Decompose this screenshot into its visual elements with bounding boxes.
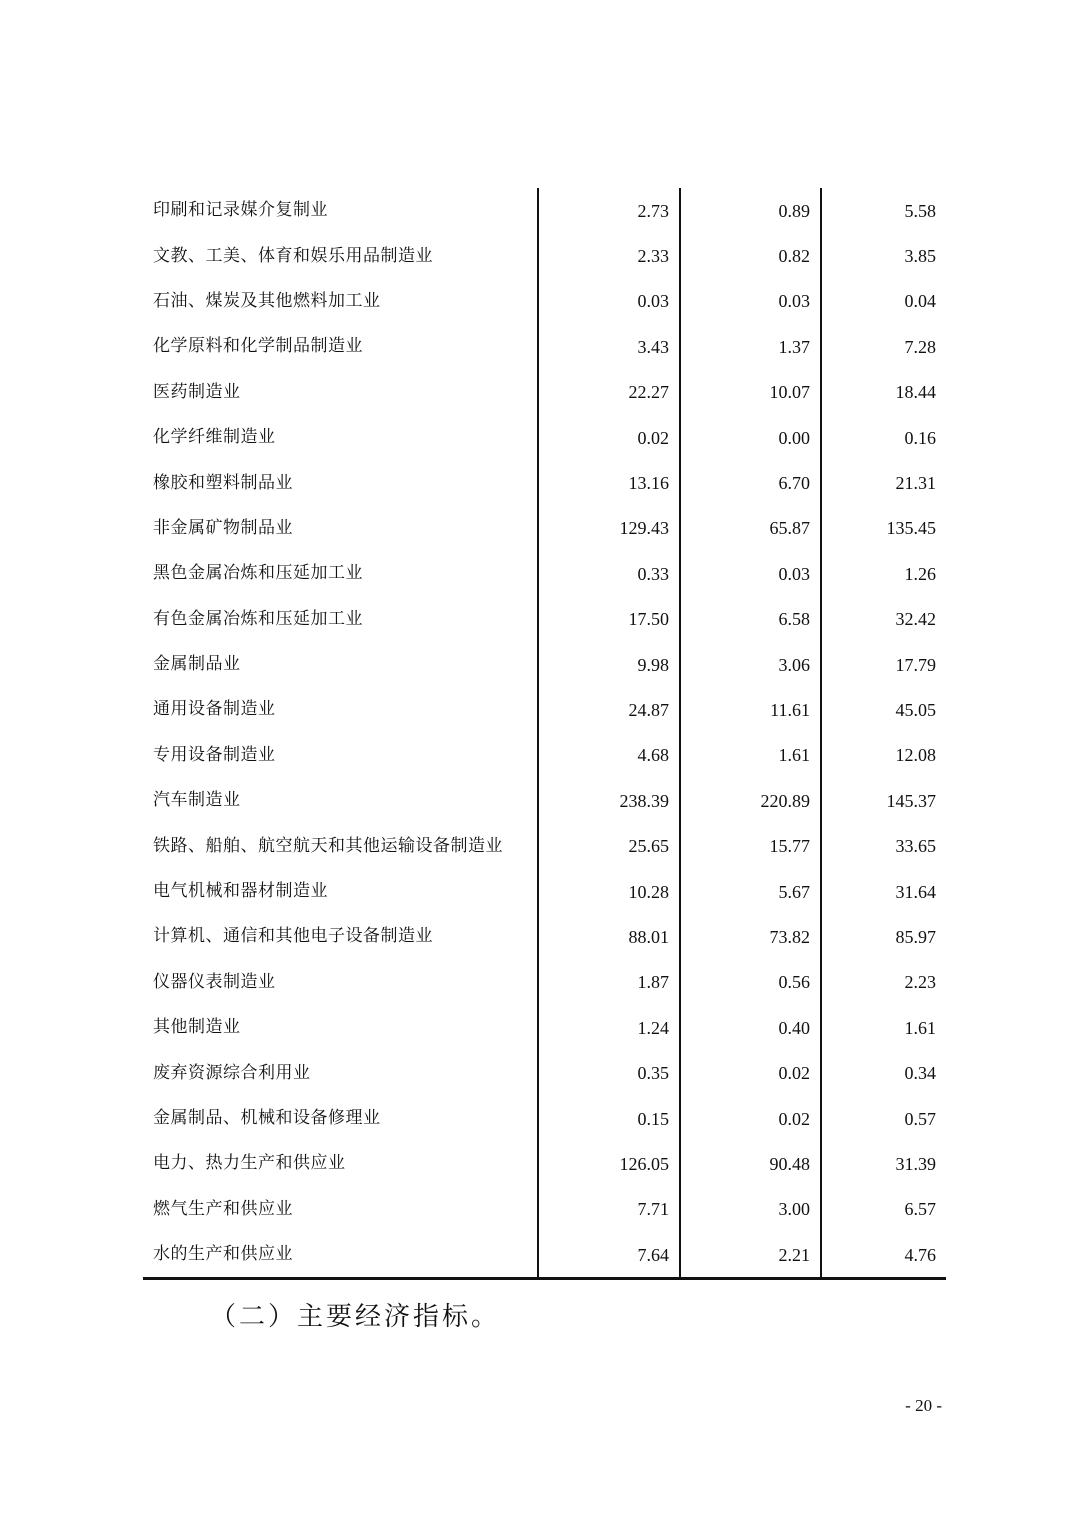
industry-name-cell: 专用设备制造业: [153, 744, 276, 765]
table-row: [143, 642, 946, 687]
table-row: [143, 1005, 946, 1050]
value-col1-cell: 0.33: [538, 551, 680, 596]
value-col3-cell: 45.05: [821, 687, 946, 732]
value-col1-cell: 24.87: [538, 687, 680, 732]
value-col1-cell: 10.28: [538, 869, 680, 914]
table-row: [143, 233, 946, 278]
value-col3-cell: 17.79: [821, 642, 946, 687]
value-col3-cell: 1.26: [821, 551, 946, 596]
value-col1-cell: 1.24: [538, 1005, 680, 1050]
value-col2-cell: 15.77: [680, 823, 821, 868]
table-row: [143, 1187, 946, 1232]
value-col1-cell: 7.71: [538, 1187, 680, 1232]
table-row: [143, 914, 946, 959]
value-col2-cell: 1.37: [680, 324, 821, 369]
value-col1-cell: 9.98: [538, 642, 680, 687]
value-col1-cell: 17.50: [538, 597, 680, 642]
value-col3-cell: 0.34: [821, 1050, 946, 1095]
table-row: [143, 415, 946, 460]
table-row: [143, 687, 946, 732]
industry-name-cell: 医药制造业: [153, 381, 241, 402]
value-col2-cell: 0.40: [680, 1005, 821, 1050]
value-col3-cell: 0.04: [821, 279, 946, 324]
value-col1-cell: 22.27: [538, 370, 680, 415]
value-col2-cell: 10.07: [680, 370, 821, 415]
value-col2-cell: 0.02: [680, 1050, 821, 1095]
table-row: [143, 869, 946, 914]
value-col3-cell: 6.57: [821, 1187, 946, 1232]
value-col1-cell: 0.35: [538, 1050, 680, 1095]
industry-name-cell: 石油、煤炭及其他燃料加工业: [153, 290, 381, 311]
value-col2-cell: 6.70: [680, 460, 821, 505]
value-col1-cell: 2.73: [538, 188, 680, 233]
industry-name-cell: 印刷和记录媒介复制业: [153, 200, 328, 221]
value-col2-cell: 5.67: [680, 869, 821, 914]
table-row: [143, 778, 946, 823]
value-col2-cell: 0.03: [680, 279, 821, 324]
table-row: [143, 960, 946, 1005]
value-col2-cell: 0.00: [680, 415, 821, 460]
value-col3-cell: 3.85: [821, 233, 946, 278]
table-row: [143, 1096, 946, 1141]
value-col1-cell: 238.39: [538, 778, 680, 823]
table-row: [143, 324, 946, 369]
industry-name-cell: 水的生产和供应业: [143, 1232, 538, 1279]
value-col3-cell: 33.65: [821, 823, 946, 868]
value-col2-cell: 6.58: [680, 597, 821, 642]
table-row: [143, 1232, 946, 1279]
value-col2-cell: 0.03: [680, 551, 821, 596]
value-col2-cell: 0.02: [680, 1096, 821, 1141]
table-row: [143, 279, 946, 324]
table-row: [143, 1050, 946, 1095]
industry-name-cell: 有色金属冶炼和压延加工业: [153, 608, 363, 629]
value-col2-cell: 1.61: [680, 733, 821, 778]
table-row: [143, 506, 946, 551]
industry-name-cell: 铁路、船舶、航空航天和其他运输设备制造业: [153, 835, 503, 856]
section-heading: （二）主要经济指标。: [210, 1302, 501, 1332]
value-col2-cell: 2.21: [680, 1232, 821, 1279]
table-body: [143, 188, 946, 1279]
table-row: [143, 823, 946, 868]
industry-name-cell: 仪器仪表制造业: [153, 971, 276, 992]
value-col2-cell: 0.89: [680, 188, 821, 233]
value-col1-cell: 88.01: [538, 914, 680, 959]
value-col3-cell: 85.97: [821, 914, 946, 959]
table-row: [143, 597, 946, 642]
value-col2-cell: 11.61: [680, 687, 821, 732]
industry-name-cell: 废弃资源综合利用业: [153, 1062, 311, 1083]
industry-name-cell: 非金属矿物制品业: [153, 517, 293, 538]
industry-name-cell: 化学纤维制造业: [153, 427, 276, 448]
value-col2-cell: 73.82: [680, 914, 821, 959]
value-col3-cell: 32.42: [821, 597, 946, 642]
industry-name-cell: 计算机、通信和其他电子设备制造业: [153, 926, 433, 947]
table-row: [143, 370, 946, 415]
value-col3-cell: 12.08: [821, 733, 946, 778]
industry-name-cell: 黑色金属冶炼和压延加工业: [153, 563, 363, 584]
page-number: - 20 -: [905, 1396, 942, 1415]
value-col1-cell: 0.03: [538, 279, 680, 324]
industry-data-table: [143, 188, 946, 1280]
table-row: [143, 188, 946, 233]
value-col1-cell: 13.16: [538, 460, 680, 505]
value-col1-cell: 129.43: [538, 506, 680, 551]
value-col1-cell: 3.43: [538, 324, 680, 369]
industry-name-cell: 汽车制造业: [153, 790, 241, 811]
value-col3-cell: 145.37: [821, 778, 946, 823]
value-col2-cell: 3.06: [680, 642, 821, 687]
industry-name-cell: 金属制品、机械和设备修理业: [153, 1108, 381, 1128]
industry-name-cell: 通用设备制造业: [153, 699, 276, 720]
industry-name-cell: 其他制造业: [153, 1017, 241, 1038]
value-col3-cell: 7.28: [821, 324, 946, 369]
value-col1-cell: 0.15: [538, 1096, 680, 1141]
value-col3-cell: 0.57: [821, 1096, 946, 1141]
value-col1-cell: 25.65: [538, 823, 680, 868]
value-col1-cell: 4.68: [538, 733, 680, 778]
value-col1-cell: 1.87: [538, 960, 680, 1005]
value-col3-cell: 5.58: [821, 188, 946, 233]
industry-name-cell: 燃气生产和供应业: [153, 1198, 293, 1219]
table-row: [143, 733, 946, 778]
industry-name-cell: 电力、热力生产和供应业: [153, 1153, 346, 1174]
value-col3-cell: 1.61: [821, 1005, 946, 1050]
value-col3-cell: 31.64: [821, 869, 946, 914]
industry-name-cell: 电气机械和器材制造业: [153, 881, 328, 902]
industry-name-cell: 化学原料和化学制品制造业: [153, 336, 363, 357]
value-col3-cell: 18.44: [821, 370, 946, 415]
value-col2-cell: 65.87: [680, 506, 821, 551]
value-col1-cell: 0.02: [538, 415, 680, 460]
value-col3-cell: 4.76: [821, 1232, 946, 1279]
value-col2-cell: 0.56: [680, 960, 821, 1005]
table-row: [143, 1141, 946, 1186]
value-col3-cell: 2.23: [821, 960, 946, 1005]
industry-name-cell: 橡胶和塑料制品业: [153, 472, 293, 493]
table-row: [143, 551, 946, 596]
value-col2-cell: 3.00: [680, 1187, 821, 1232]
value-col3-cell: 21.31: [821, 460, 946, 505]
table-row: [143, 460, 946, 505]
value-col3-cell: 0.16: [821, 415, 946, 460]
value-col2-cell: 0.82: [680, 233, 821, 278]
value-col3-cell: 31.39: [821, 1141, 946, 1186]
value-col3-cell: 135.45: [821, 506, 946, 551]
value-col2-cell: 220.89: [680, 778, 821, 823]
industry-name-cell: 金属制品业: [153, 654, 241, 675]
industry-table: [143, 188, 946, 1280]
industry-name-cell: 文教、工美、体育和娱乐用品制造业: [153, 245, 433, 266]
value-col1-cell: 2.33: [538, 233, 680, 278]
value-col2-cell: 90.48: [680, 1141, 821, 1186]
value-col1-cell: 126.05: [538, 1141, 680, 1186]
value-col1-cell: 7.64: [538, 1232, 680, 1279]
